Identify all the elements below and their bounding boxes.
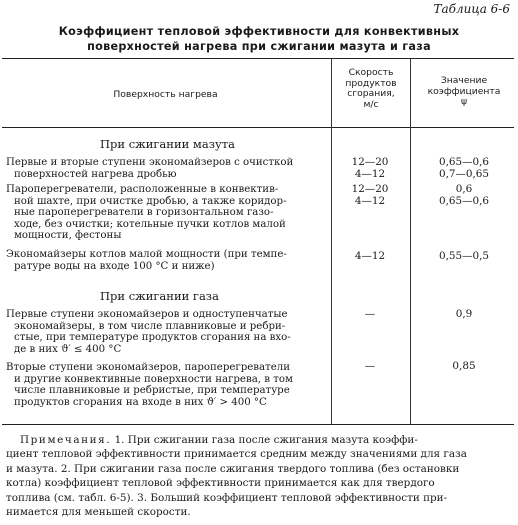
header-speed-line: сгорания,: [347, 88, 395, 99]
desc-line: поверхностей нагрева дробью: [14, 168, 177, 180]
desc-line: продуктов сгорания на входе в них ϑ′ > 400 °С: [14, 396, 267, 408]
desc-line: Первые и вторые ступени экономайзеров с очисткой: [6, 157, 294, 168]
header-speed-line: продуктов: [345, 77, 397, 89]
column-divider-2: [410, 59, 411, 424]
header-speed-line: Скорость: [348, 67, 394, 78]
speed-value: 4—12: [354, 167, 386, 180]
table-row-coef: [412, 361, 516, 373]
notes-label: Примечания.: [20, 434, 112, 446]
desc-line: Пароперегреватели, расположенные в конвектив-: [6, 184, 279, 195]
coef-value: 0,7—0,65: [438, 167, 490, 180]
desc-line: Вторые ступени экономайзеров, пароперегреватели: [6, 362, 291, 373]
desc-line: Первые ступени экономайзеров и одноступенчатые: [6, 309, 288, 320]
table-row-speed: [334, 157, 406, 180]
desc-line: экономайзеры, в том числе плавниковые и ребри-: [14, 320, 286, 332]
table-row-coef: [412, 157, 516, 180]
table-row-speed: [334, 184, 406, 207]
desc-line: числе плавниковые и ребристые, при температуре: [14, 385, 290, 397]
table-bottom-rule: [2, 424, 514, 425]
table-row-speed: [334, 361, 406, 373]
notes-line: нимается для меньшей скорости.: [6, 506, 191, 519]
section-heading-gas: При сжигании газа: [100, 289, 219, 303]
table-row-description: [6, 309, 328, 355]
table-row-speed: [334, 309, 406, 321]
desc-line: ные пароперегреватели в горизонтальном газо-: [14, 207, 274, 219]
header-surface: Поверхность нагрева: [113, 89, 218, 100]
header-coef: [411, 76, 517, 108]
table-title-line-1: Коэффициент тепловой эффективности для конвективных: [58, 25, 460, 38]
table-number: Таблица 6-6: [433, 2, 510, 16]
notes-line: и мазута. 2. При сжигании газа после сжигания твердого топлива (без остановки: [6, 462, 460, 475]
notes-line: циент тепловой эффективности принимается средним между значениями для газа: [6, 448, 467, 461]
table-row-coef: [412, 309, 516, 321]
coef-value: 0,6: [455, 183, 473, 195]
header-speed-line: м/с: [363, 98, 379, 110]
coef-value: 0,55—0,5: [438, 250, 490, 262]
coef-value: 0,9: [455, 308, 473, 320]
desc-line: ратуре воды на входе 100 °С и ниже): [14, 260, 215, 272]
table-top-rule: [2, 58, 514, 59]
table-row-description: [6, 362, 328, 408]
speed-value: 12—20: [351, 156, 389, 168]
table-title-line-2: поверхностей нагрева при сжигании мазута и газа: [87, 40, 431, 53]
coef-value: 0,65—0,6: [438, 156, 490, 168]
desc-line: ходе, без очистки; котельные пучки котлов малой: [14, 218, 286, 230]
column-divider-1: [331, 59, 332, 424]
notes-line: котла) коэффициент тепловой эффективности принимается как для твердого: [6, 477, 435, 490]
speed-value: 4—12: [354, 250, 386, 262]
table-row-coef: [412, 251, 516, 263]
table-header-rule: [2, 127, 514, 128]
table-row-speed: [334, 251, 406, 263]
speed-value: 4—12: [354, 194, 386, 207]
desc-line: де в них ϑ′ ≤ 400 °С: [14, 343, 122, 355]
table-row-description: [6, 157, 328, 180]
table-row-description: [6, 249, 328, 272]
coef-value: 0,85: [452, 360, 476, 372]
notes-line: топлива (см. табл. 6-5). 3. Больший коэффициент тепловой эффективности при-: [6, 491, 448, 504]
header-speed: [332, 68, 410, 110]
section-heading-mazut: При сжигании мазута: [100, 137, 235, 151]
notes-text: 1. При сжигании газа после сжигания мазута коэффи-: [114, 434, 418, 446]
speed-value: 12—20: [351, 183, 389, 195]
table-row-coef: [412, 184, 516, 207]
table-notes: [6, 433, 512, 519]
header-coef-line: Значение: [440, 75, 488, 86]
table-row-description: [6, 184, 328, 242]
desc-line: мощности, фестоны: [14, 230, 122, 242]
desc-line: и другие конвективные поверхности нагрева, в том: [14, 373, 293, 385]
speed-value: —: [364, 308, 376, 320]
header-coef-line: коэффициента: [427, 85, 501, 97]
desc-line: Экономайзеры котлов малой мощности (при темпе-: [6, 249, 287, 260]
header-coef-line: ψ: [460, 96, 468, 107]
desc-line: стые, при температуре продуктов сгорания на вхо-: [14, 332, 291, 344]
desc-line: ной шахте, при очистке дробью, а также коридор-: [14, 195, 287, 207]
table-title: [0, 24, 518, 54]
coef-value: 0,65—0,6: [438, 194, 490, 207]
notes-line: [6, 433, 512, 447]
speed-value: —: [364, 360, 376, 372]
